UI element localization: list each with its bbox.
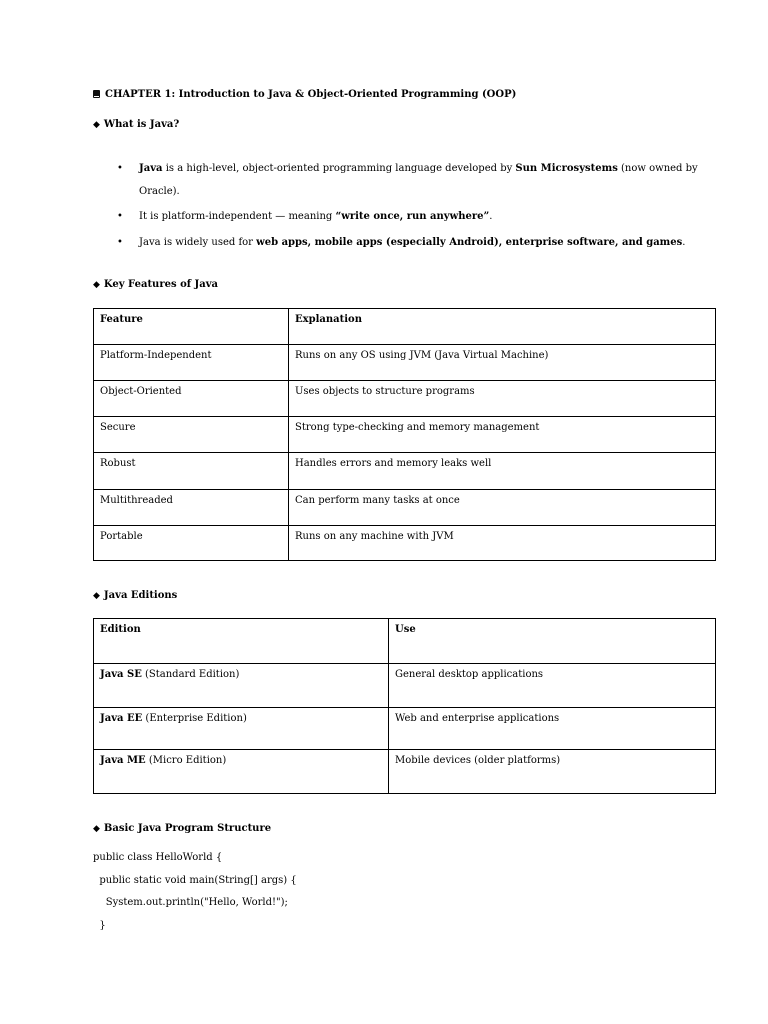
bullet-dot-icon: •: [117, 211, 123, 222]
table-cell: Multithreaded: [94, 490, 289, 526]
section-heading-key-features: ◆ Key Features of Java: [93, 279, 219, 290]
bullet-text-2: It is platform-independent — meaning “write once, run anywhere”.: [139, 211, 493, 222]
table-header-row: [94, 309, 716, 345]
table-cell: Java EE (Enterprise Edition): [94, 708, 389, 750]
code-line: public static void main(String[] args) {: [93, 875, 297, 886]
section-heading-what-is-java: ◆ What is Java?: [93, 119, 180, 130]
code-line: }: [93, 920, 106, 931]
table-row: [94, 490, 716, 526]
book-icon: [93, 90, 100, 98]
table-cell: Robust: [94, 453, 289, 490]
table-row: [94, 381, 716, 417]
table-cell: Portable: [94, 526, 289, 561]
table-cell: Strong type-checking and memory management: [289, 417, 716, 453]
diamond-bullet-icon: ◆: [93, 824, 100, 834]
table-row: [94, 708, 716, 750]
table-header-cell: Edition: [94, 619, 389, 664]
bullet-text-1: Java is a high-level, object-oriented programming language developed by Sun Microsystems (now owned by Oracle).: [139, 163, 698, 197]
table-header-cell: Explanation: [289, 309, 716, 345]
section-heading-program-structure: ◆ Basic Java Program Structure: [93, 823, 272, 834]
table-row: [94, 664, 716, 708]
table-cell: Platform-Independent: [94, 345, 289, 381]
chapter-title: CHAPTER 1: Introduction to Java & Object-Oriented Programming (OOP): [93, 89, 516, 100]
section-heading-java-editions: ◆ Java Editions: [93, 590, 178, 601]
features-table: [93, 308, 716, 561]
editions-table: [93, 618, 716, 794]
table-cell: Java ME (Micro Edition): [94, 750, 389, 794]
table-row: [94, 526, 716, 561]
table-cell: Uses objects to structure programs: [289, 381, 716, 417]
table-cell: Handles errors and memory leaks well: [289, 453, 716, 490]
table-row: [94, 750, 716, 794]
diamond-bullet-icon: ◆: [93, 591, 100, 601]
table-header-row: [94, 619, 716, 664]
table-cell: Web and enterprise applications: [389, 708, 716, 750]
code-line: System.out.println("Hello, World!");: [93, 897, 288, 908]
table-cell: Runs on any machine with JVM: [289, 526, 716, 561]
table-row: [94, 453, 716, 490]
bullet-text-3: Java is widely used for web apps, mobile apps (especially Android), enterprise software, and games.: [139, 237, 686, 248]
table-cell: Runs on any OS using JVM (Java Virtual Machine): [289, 345, 716, 381]
diamond-bullet-icon: ◆: [93, 120, 100, 130]
bullet-dot-icon: •: [117, 163, 123, 174]
bullet-dot-icon: •: [117, 237, 123, 248]
table-cell: Secure: [94, 417, 289, 453]
table-cell: Java SE (Standard Edition): [94, 664, 389, 708]
table-cell: Object-Oriented: [94, 381, 289, 417]
table-row: [94, 345, 716, 381]
table-row: [94, 417, 716, 453]
table-header-cell: Use: [389, 619, 716, 664]
table-cell: General desktop applications: [389, 664, 716, 708]
diamond-bullet-icon: ◆: [93, 280, 100, 290]
table-header-cell: Feature: [94, 309, 289, 345]
table-cell: Can perform many tasks at once: [289, 490, 716, 526]
table-cell: Mobile devices (older platforms): [389, 750, 716, 794]
code-line: public class HelloWorld {: [93, 852, 223, 863]
